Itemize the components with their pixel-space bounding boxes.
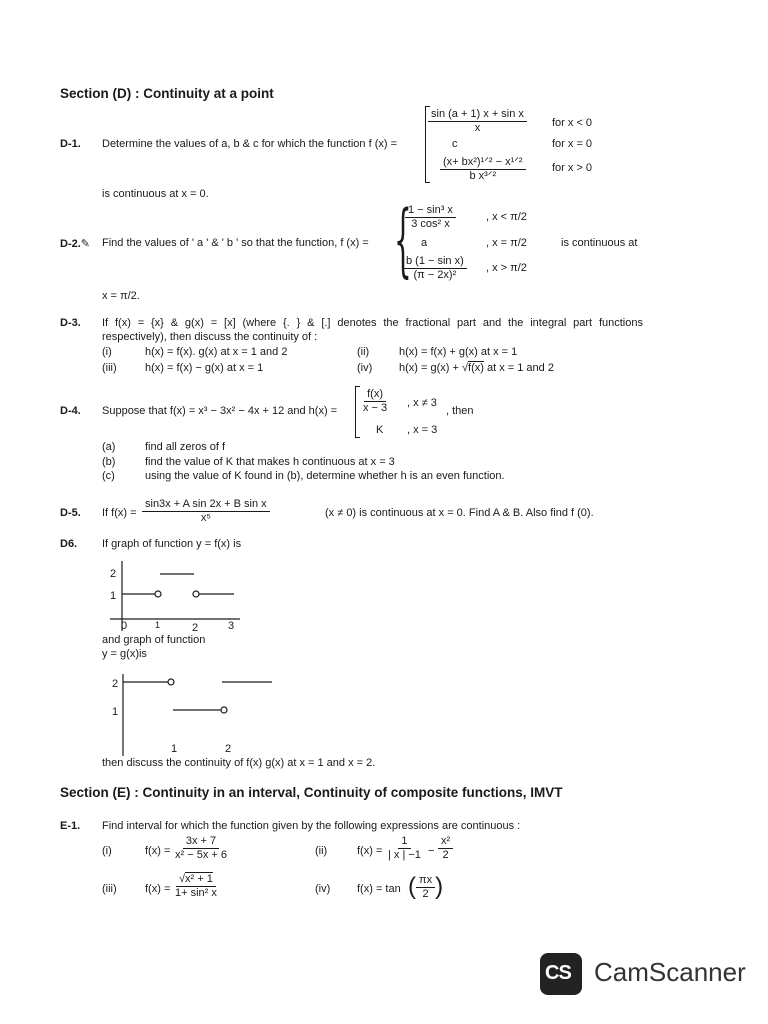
e1-ii-pre: f(x) = <box>357 845 383 857</box>
problem-label-d1: D-1. <box>60 138 81 150</box>
d1-case1 <box>428 108 527 135</box>
d2-brace: { <box>394 193 412 286</box>
d6-mid1: and graph of function <box>102 634 206 646</box>
graph-f-open-point-a <box>155 591 161 597</box>
graph-f-ytick-2: 2 <box>110 568 117 580</box>
problem-label-d3: D-3. <box>60 317 81 329</box>
d3-iii-label: (iii) <box>102 362 117 374</box>
d4-case2: K <box>376 424 384 436</box>
graph-g-open-point-b <box>221 707 227 713</box>
section-e-title: Section (E) : Continuity in an interval, Continuity of composite functions, IMVT <box>60 785 563 800</box>
problem-label-e1: E-1. <box>60 820 81 832</box>
d4-b-text: find the value of K that makes h continuous at x = 3 <box>145 456 395 468</box>
d1-tail: is continuous at x = 0. <box>102 188 209 200</box>
e1-iv-num: πx <box>416 874 435 888</box>
d4-text: Suppose that f(x) = x³ − 3x² − 4x + 12 and h(x) = <box>102 405 338 417</box>
d3-iv-rad: f(x) <box>468 362 484 374</box>
d2-case2: a <box>421 237 428 249</box>
e1-iv-den: 2 <box>422 887 429 900</box>
e1-iii-fraction <box>172 873 220 900</box>
d1-case1-den: x <box>474 122 481 134</box>
e1-i-label: (i) <box>102 845 112 857</box>
e1-i-pre: f(x) = <box>145 845 171 857</box>
problem-label-d2 <box>60 237 90 250</box>
camscanner-brand: CamScanner <box>594 957 746 987</box>
sqrt-symbol-icon: √ <box>461 362 469 374</box>
d3-iv-expr <box>399 362 554 374</box>
camscanner-logo-icon <box>540 953 582 995</box>
e1-iv-label: (iv) <box>315 883 331 895</box>
d4-c-label: (c) <box>102 470 115 482</box>
e1-ii-label: (ii) <box>315 845 328 857</box>
d2-text: Find the values of ' a ' & ' b ' so that the function, f (x) = <box>102 237 369 249</box>
graph-g-xtick-2: 2 <box>225 743 232 755</box>
d1-case1-cond: for x < 0 <box>552 117 593 129</box>
d6-text: If graph of function y = f(x) is <box>102 538 242 550</box>
d2-label-text: D-2. <box>60 238 81 250</box>
e1-ii-den2: 2 <box>442 849 449 861</box>
e1-text: Find interval for which the function given by the following expressions are continuous : <box>102 820 521 832</box>
d3-iv-pre: h(x) = g(x) + <box>399 362 459 374</box>
e1-ii-fraction1 <box>385 835 424 862</box>
d2-case3-den: (π − 2x)² <box>413 269 457 281</box>
d4-brace-bottom <box>355 437 360 438</box>
logo-letters: CS <box>545 962 571 984</box>
d2-case1-num: 1 − sin³ x <box>405 204 456 218</box>
d6-mid2: y = g(x)is <box>102 648 147 660</box>
d1-case2-cond: for x = 0 <box>552 138 593 150</box>
d3-line1: If f(x) = {x} & g(x) = [x] (where {. } & [.] denotes the fractional part and the integral part functions <box>102 317 643 329</box>
d1-case3 <box>440 156 526 183</box>
d3-ii-label: (ii) <box>357 346 370 358</box>
problem-label-d4: D-4. <box>60 405 81 417</box>
d4-then: , then <box>446 405 474 417</box>
graph-g-ytick-2: 2 <box>112 678 119 690</box>
d2-case3 <box>403 255 467 282</box>
e1-iii-den: 1+ sin² x <box>175 887 217 899</box>
paren-open-icon: ( <box>408 873 416 900</box>
e1-iii-label: (iii) <box>102 883 117 895</box>
graph-f-ytick-1: 1 <box>110 590 117 602</box>
problem-label-d6: D6. <box>60 538 78 550</box>
d4-a-text: find all zeros of f <box>145 441 226 453</box>
d3-line2: respectively), then discuss the continuity of : <box>102 331 318 343</box>
d4-c-text: using the value of K found in (b), determine whether h is an even function. <box>145 470 505 482</box>
d1-case3-den: b x³ᐟ² <box>469 170 497 182</box>
d4-case1 <box>360 388 390 415</box>
graph-g-xtick-1: 1 <box>171 743 178 755</box>
d1-text: Determine the values of a, b & c for which the function f (x) = <box>102 138 398 150</box>
d3-iv-label: (iv) <box>357 362 373 374</box>
d1-brace-bottom <box>425 182 430 183</box>
d2-case2-tail: is continuous at <box>561 237 638 249</box>
d1-brace <box>425 106 426 183</box>
paren-close-icon: ) <box>435 873 444 900</box>
graph-g-ytick-1: 1 <box>112 706 119 718</box>
e1-ii-den: | x | −1 <box>388 849 421 861</box>
d5-fraction <box>142 498 270 525</box>
graph-f-xtick-2: 2 <box>192 622 199 634</box>
d5-den: x⁵ <box>200 512 211 524</box>
d4-b-label: (b) <box>102 456 116 468</box>
d1-case2: c <box>452 138 458 150</box>
d3-iii-text: h(x) = f(x) − g(x) at x = 1 <box>145 362 264 374</box>
graph-f-xtick-1: 1 <box>155 620 161 630</box>
e1-iii-pre: f(x) = <box>145 883 171 895</box>
e1-ii-fraction2 <box>438 835 453 862</box>
d2-case3-num: b (1 − sin x) <box>403 255 467 269</box>
d3-ii-text: h(x) = f(x) + g(x) at x = 1 <box>399 346 518 358</box>
d4-case1-num: f(x) <box>364 388 386 402</box>
graph-f <box>100 555 250 635</box>
d4-brace-top <box>355 386 360 387</box>
d1-case3-num: (x+ bx²)¹ᐟ² − x¹ᐟ² <box>440 156 526 170</box>
d4-a-label: (a) <box>102 441 116 453</box>
e1-i-num: 3x + 7 <box>183 835 219 849</box>
e1-iii-num: x² + 1 <box>185 873 213 885</box>
d2-case1 <box>405 204 456 231</box>
d4-case1-cond: , x ≠ 3 <box>407 397 437 409</box>
d2-case1-den: 3 cos² x <box>411 218 450 230</box>
d5-post: (x ≠ 0) is continuous at x = 0. Find A & B. Also find f (0). <box>325 507 594 519</box>
d3-iv-post: at x = 1 and 2 <box>486 362 554 374</box>
d6-tail: then discuss the continuity of f(x) g(x) at x = 1 and x = 2. <box>102 757 376 769</box>
e1-iii-num-wrap <box>176 873 216 887</box>
d3-i-text: h(x) = f(x). g(x) at x = 1 and 2 <box>145 346 288 358</box>
d1-case1-num: sin (a + 1) x + sin x <box>428 108 527 122</box>
graph-f-open-point-b <box>193 591 199 597</box>
d1-case3-cond: for x > 0 <box>552 162 593 174</box>
e1-ii-num2: x² <box>438 835 453 849</box>
sqrt-symbol-icon: √ <box>179 873 186 885</box>
d3-i-label: (i) <box>102 346 112 358</box>
graph-f-xtick-0: 0 <box>121 620 128 632</box>
e1-ii-minus: − <box>428 845 435 857</box>
e1-iv-pre: f(x) = tan <box>357 883 401 895</box>
section-d-title: Section (D) : Continuity at a point <box>60 86 274 101</box>
d4-brace <box>355 386 356 438</box>
e1-iv-fraction <box>408 873 443 901</box>
graph-g-open-point-a <box>168 679 174 685</box>
d2-case1-cond: , x < π/2 <box>486 211 527 223</box>
problem-label-d5: D-5. <box>60 507 81 519</box>
graph-g <box>100 668 290 760</box>
d5-pre: If f(x) = <box>102 507 137 519</box>
d5-num: sin3x + A sin 2x + B sin x <box>142 498 270 512</box>
e1-i-fraction <box>172 835 230 862</box>
graph-f-xtick-3: 3 <box>228 620 235 632</box>
e1-ii-num: 1 <box>398 835 410 849</box>
d4-case1-den: x − 3 <box>363 402 388 414</box>
e1-i-den: x² − 5x + 6 <box>175 849 227 861</box>
d2-case2-cond: , x = π/2 <box>486 237 527 249</box>
d4-case2-cond: , x = 3 <box>407 424 438 436</box>
d1-brace-top <box>425 106 430 107</box>
d2-case3-cond: , x > π/2 <box>486 262 527 274</box>
d2-tail: x = π/2. <box>102 290 140 302</box>
pencil-icon: ✎ <box>80 238 90 250</box>
